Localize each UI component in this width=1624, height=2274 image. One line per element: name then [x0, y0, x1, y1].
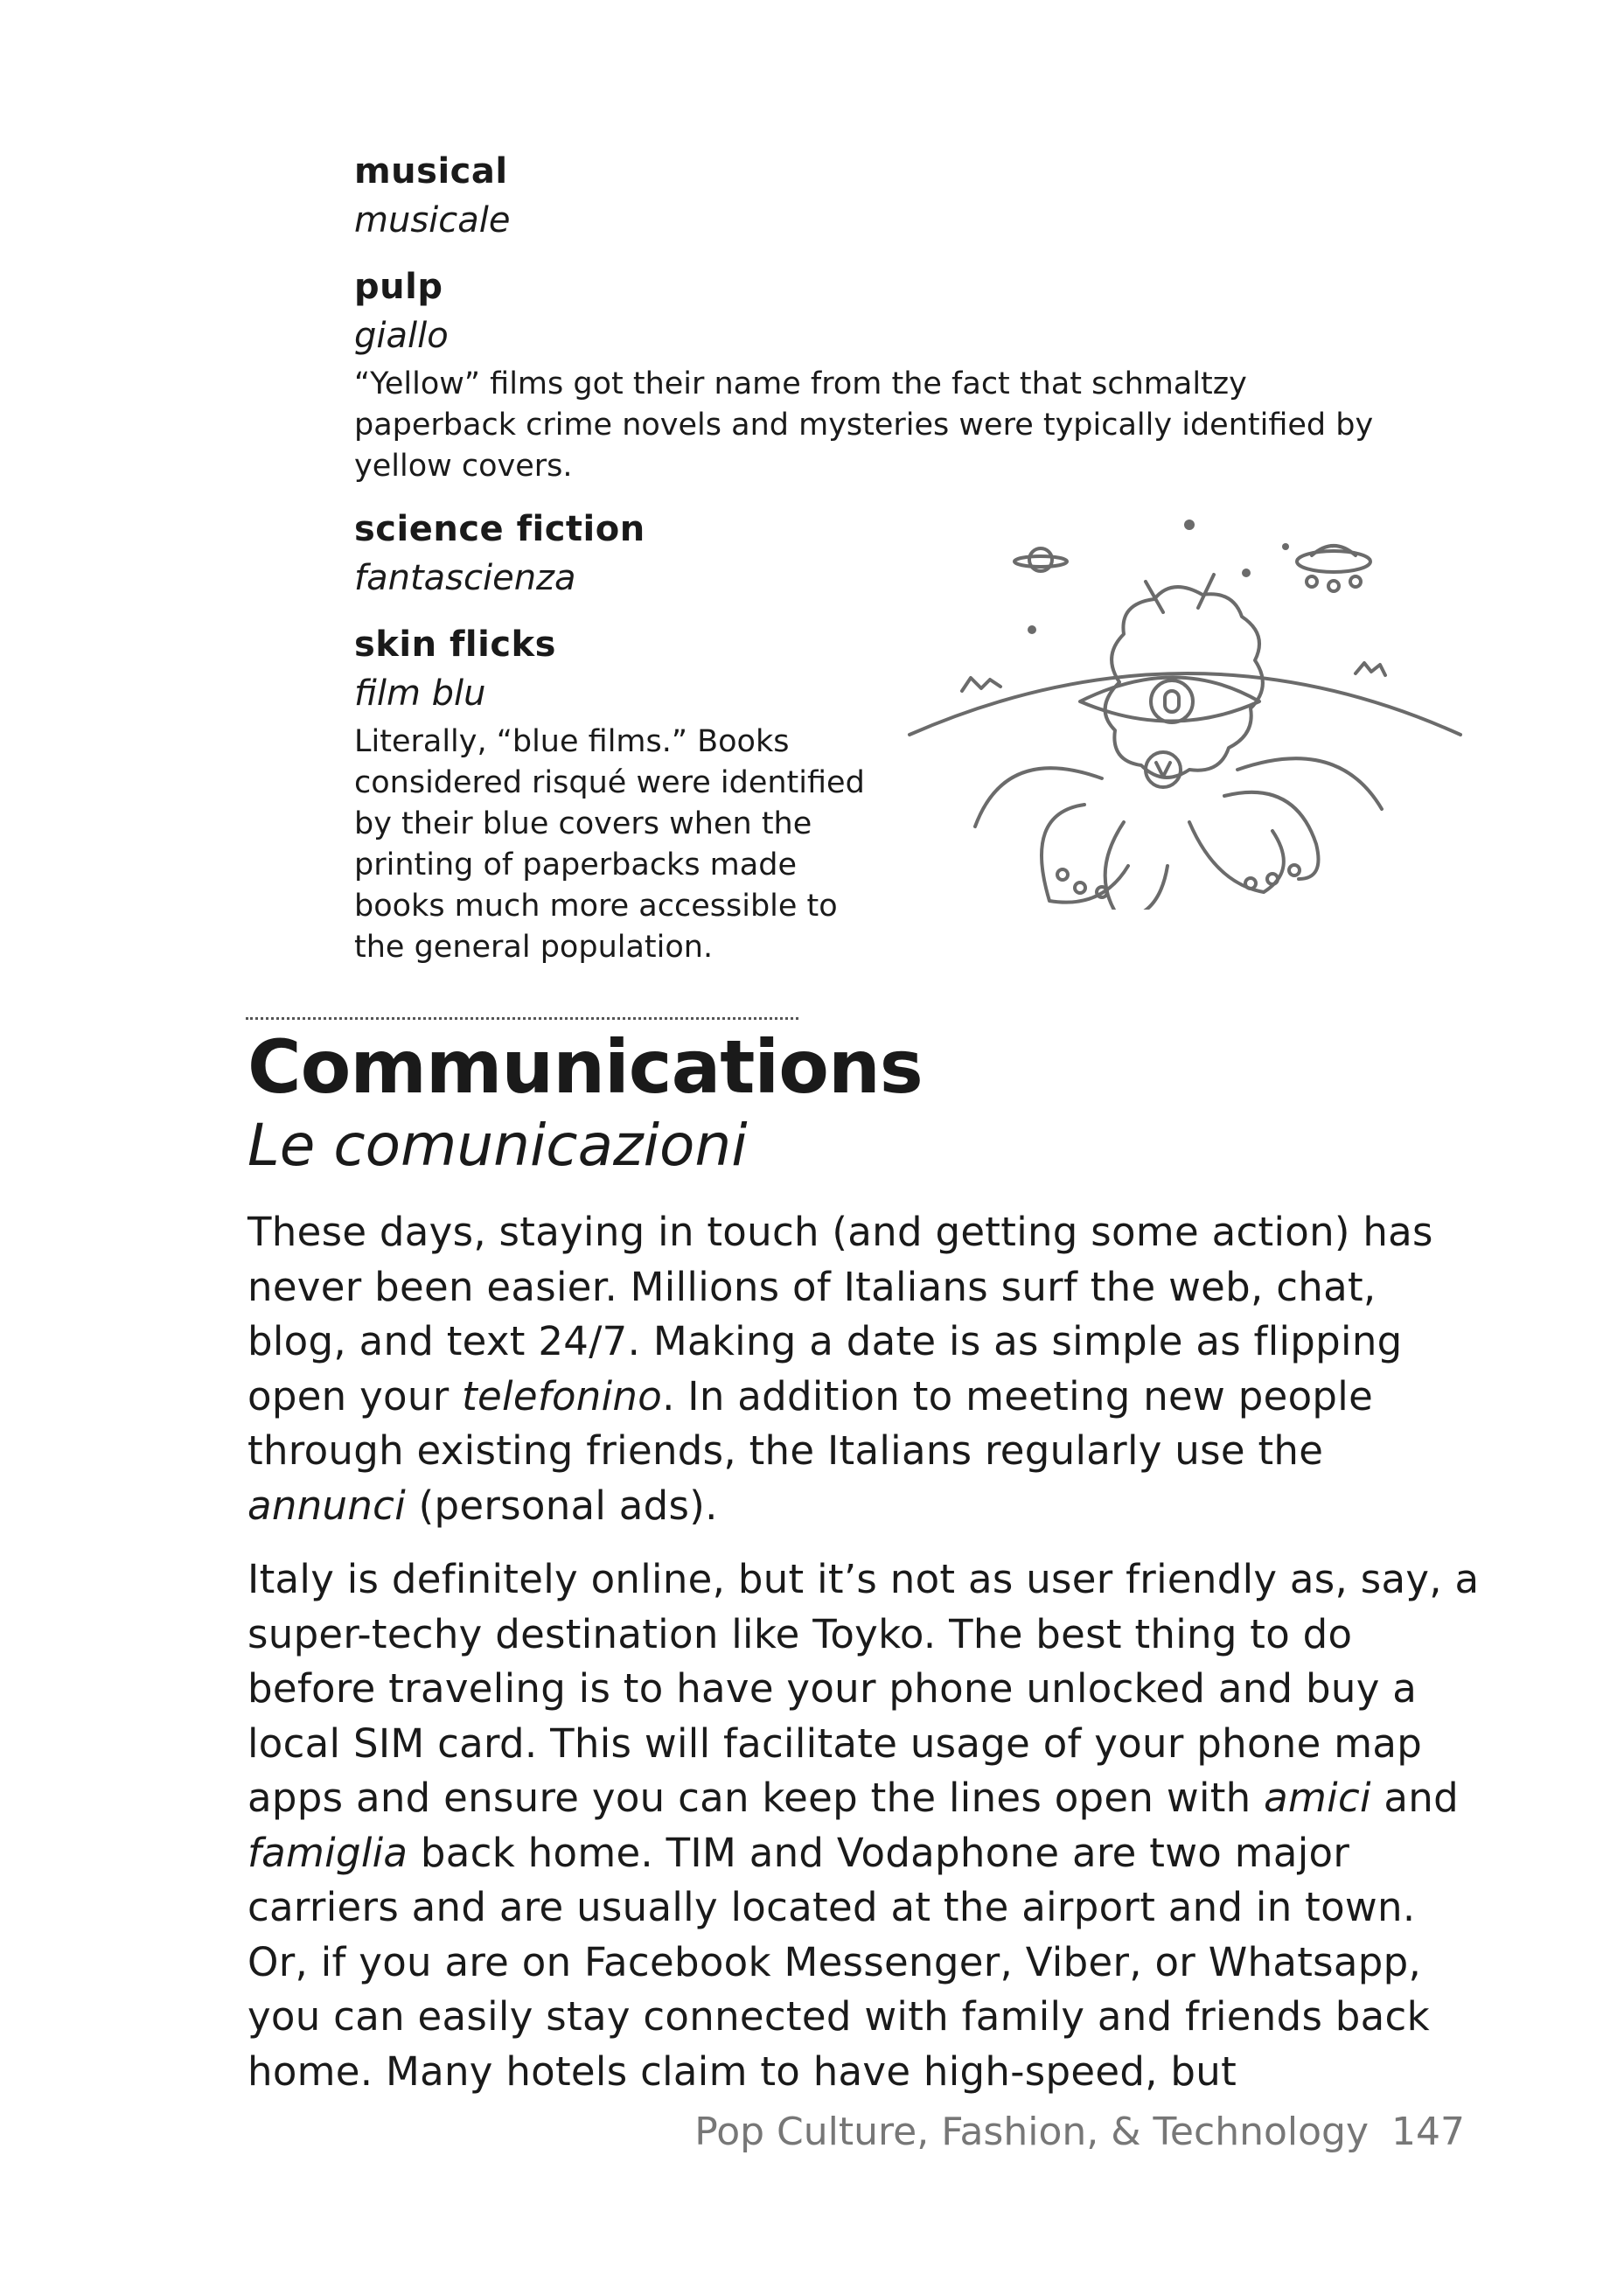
text-run: These days, staying in touch (and getting some action) has never been easier. Millions of Italians surf the web, chat, blog, and text 24/7. Making a date is as simple as flipping open your — [247, 1209, 1433, 1420]
italic-term: amici — [1264, 1775, 1371, 1821]
italic-term: annunci — [247, 1482, 407, 1529]
section-divider — [246, 1017, 798, 1020]
alien-octopus-illustration — [901, 507, 1469, 910]
glossary-translation: musicale — [354, 200, 511, 241]
text-run: Italy is definitely online, but it’s not as user friendly as, say, a super-techy destination like Toyko. The best thing to do before traveling is to have your phone unlocked and buy a local SIM card. This will facilitate usage of your phone map apps and ensure you can keep the lines open with — [247, 1556, 1480, 1821]
star-icons — [1028, 520, 1289, 634]
glossary-term: skin flicks — [354, 624, 556, 665]
glossary-translation: fantascienza — [354, 558, 576, 598]
section-subtitle: Le comunicazioni — [247, 1112, 748, 1179]
glossary-note: Literally, “blue films.” Books considered risqué were identified by their blue covers when the printing of paperbacks made books much more accessible to the general population. — [354, 724, 865, 965]
text-run: (personal ads). — [406, 1482, 718, 1529]
italic-term: famiglia — [247, 1829, 408, 1876]
glossary-term: pulp — [354, 267, 443, 307]
ufo-icon — [1297, 546, 1370, 591]
glossary-term: musical — [354, 151, 508, 192]
alien-mouth — [1146, 752, 1181, 787]
text-run: . In addition to meeting new people through existing friends, the Italians regularly use the — [247, 1372, 1374, 1474]
page-footer — [694, 2106, 1465, 2159]
glossary-entry-pulp — [354, 262, 1374, 487]
glossary-note: “Yellow” films got their name from the fact that schmaltzy paperback crime novels and mysteries were typically identified by yellow covers. — [354, 366, 1374, 484]
body-paragraph-1 — [247, 1205, 1481, 1533]
glossary-translation: giallo — [354, 316, 449, 356]
glossary-entry-musical — [354, 147, 1229, 245]
section-title: Communications — [247, 1024, 923, 1110]
planet-icon — [1014, 548, 1067, 571]
glossary-term: science fiction — [354, 509, 645, 549]
glossary-translation: film blu — [354, 673, 486, 714]
chapter-title: Pop Culture, Fashion, & Technology — [694, 2110, 1370, 2154]
italic-term: telefonino — [462, 1372, 663, 1420]
section-body — [247, 1205, 1481, 2118]
page-number: 147 — [1391, 2110, 1465, 2154]
text-run: and — [1370, 1775, 1459, 1821]
body-paragraph-2 — [247, 1552, 1481, 2099]
text-run: back home. TIM and Vodaphone are two major carriers and are usually located at the airport and in town. Or, if you are on Facebook Messenger, Viber, or Whatsapp, you can easily stay connected with family and friends back home. Many hotels claim to have high-speed, but — [247, 1829, 1430, 2095]
